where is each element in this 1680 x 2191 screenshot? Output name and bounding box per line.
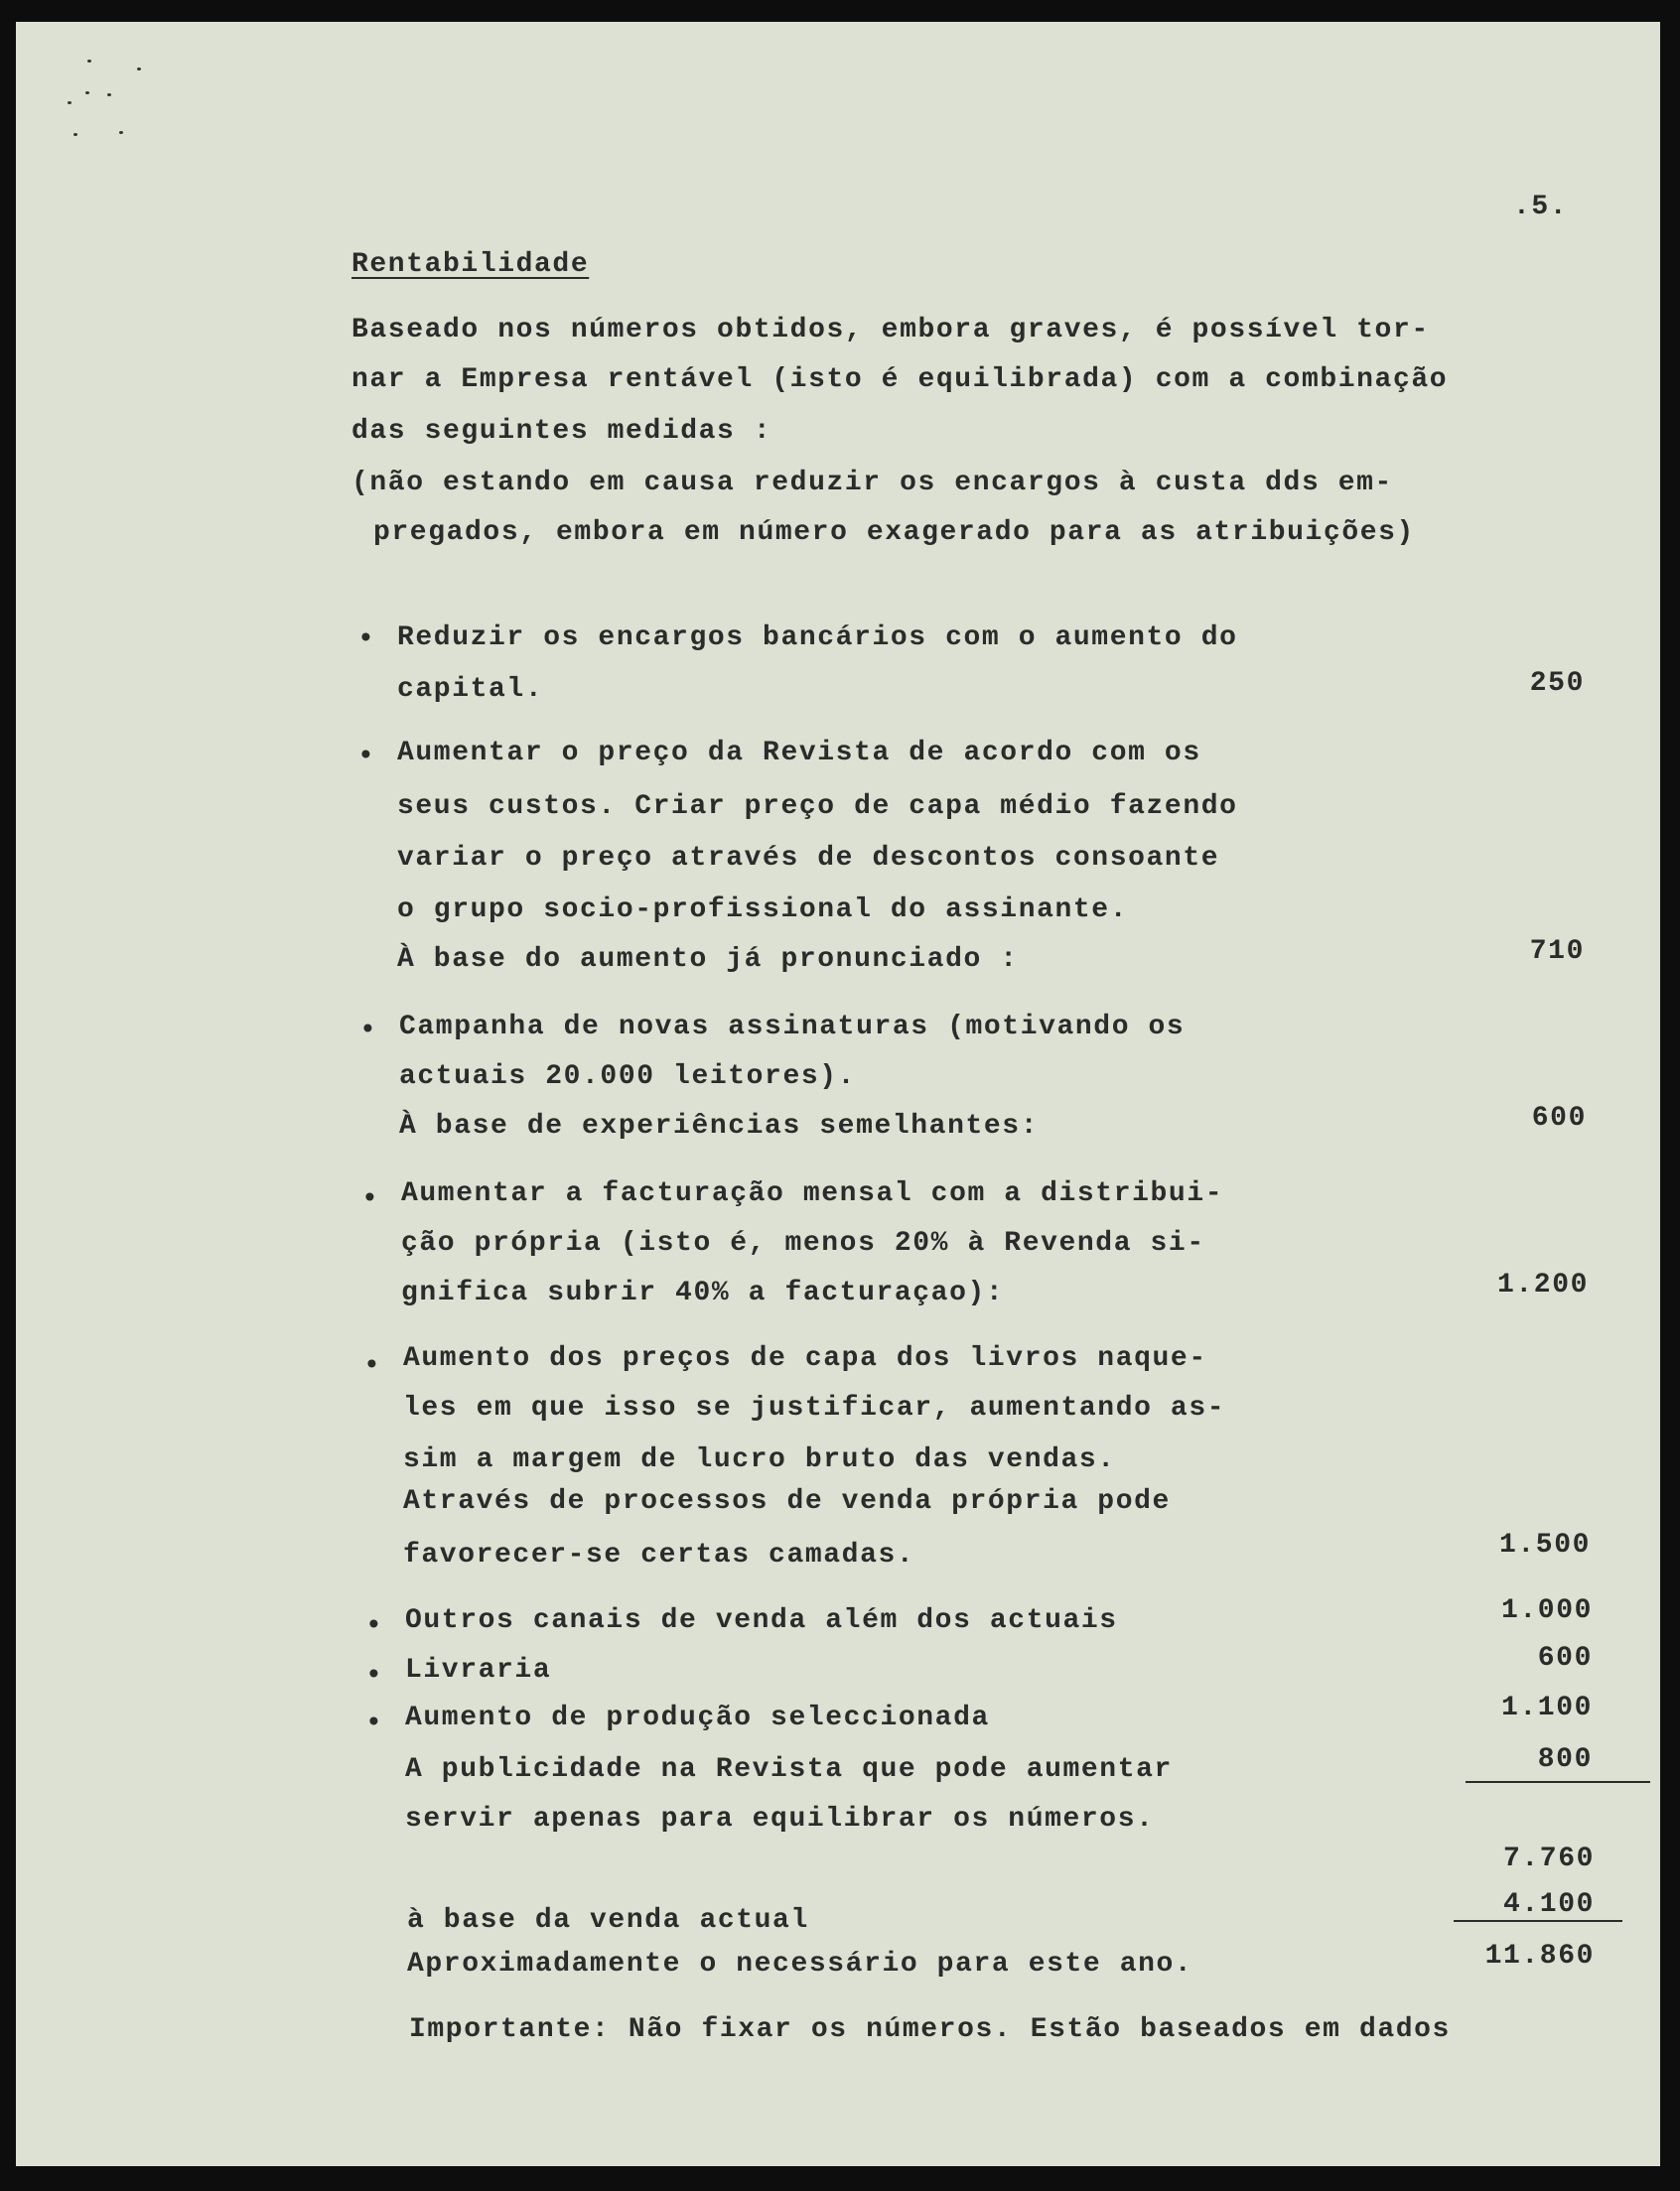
publicity-line: A publicidade na Revista que pode aumentar [405, 1754, 1173, 1785]
publicity-line: servir apenas para equilibrar os números. [405, 1804, 1155, 1835]
item-amount: 1.000 [1500, 1595, 1593, 1626]
sum-rule [1454, 1920, 1622, 1922]
bullet: • [359, 1016, 378, 1046]
total-amount: 11.860 [1484, 1941, 1595, 1972]
item-line: À base de experiências semelhantes: [399, 1111, 1040, 1142]
item-line: Outros canais de venda além dos actuais [405, 1605, 1118, 1636]
subtotal-amount: 7.760 [1502, 1844, 1595, 1874]
bullet: • [365, 1709, 384, 1739]
item-line: Através de processos de venda própria pode [403, 1486, 1171, 1517]
bullet: • [363, 1351, 382, 1382]
base-sales-label: à base da venda actual [407, 1905, 809, 1936]
bullet: • [361, 1184, 380, 1215]
section-heading: Rentabilidade [351, 249, 590, 280]
base-sales-amount: 4.100 [1502, 1889, 1595, 1920]
item-amount: 250 [1529, 668, 1585, 699]
item-line: o grupo socio-profissional do assinante. [397, 894, 1129, 925]
total-label: Aproximadamente o necessário para este ano. [407, 1949, 1193, 1980]
item-line: Aumento dos preços de capa dos livros naque- [403, 1343, 1207, 1374]
intro-line: (não estando em causa reduzir os encargos à custa dds em- [351, 468, 1393, 498]
item-amount: 710 [1529, 936, 1585, 967]
item-amount: 600 [1537, 1643, 1593, 1674]
item-line: seus custos. Criar preço de capa médio fazendo [397, 791, 1238, 822]
item-amount: 1.500 [1498, 1530, 1591, 1561]
publicity-amount: 800 [1537, 1744, 1593, 1775]
paper-speck [68, 101, 71, 104]
item-line: Aumentar o preço da Revista de acordo com os [397, 738, 1201, 768]
page-number: .5. [1513, 192, 1569, 222]
item-line: gnifica subrir 40% a facturaçao): [401, 1278, 1005, 1308]
item-line: Aumentar a facturação mensal com a distribui- [401, 1178, 1224, 1209]
paper-speck [87, 60, 91, 63]
paper-speck [119, 131, 123, 134]
item-amount: 1.100 [1500, 1693, 1593, 1723]
item-line: favorecer-se certas camadas. [403, 1540, 915, 1571]
item-line: les em que isso se justificar, aumentando as- [403, 1393, 1226, 1424]
item-line: Campanha de novas assinaturas (motivando os [399, 1012, 1186, 1042]
document-page [16, 22, 1660, 2166]
bullet: • [365, 1611, 384, 1642]
item-line: Livraria [405, 1655, 552, 1686]
item-amount: 1.200 [1496, 1270, 1589, 1301]
item-line: Reduzir os encargos bancários com o aumento do [397, 622, 1238, 653]
paper-speck [137, 68, 141, 70]
paper-speck [107, 93, 111, 96]
item-line: Aumento de produção seleccionada [405, 1703, 990, 1733]
item-amount: 600 [1531, 1103, 1587, 1134]
item-line: sim a margem de lucro bruto das vendas. [403, 1444, 1116, 1475]
intro-line: nar a Empresa rentável (isto é equilibrada) com a combinação [351, 364, 1449, 395]
paper-speck [73, 133, 77, 136]
bullet: • [357, 742, 376, 772]
footer-note: Importante: Não fixar os números. Estão baseados em dados [409, 2014, 1451, 2045]
item-line: actuais 20.000 leitores). [399, 1061, 857, 1092]
bullet: • [357, 624, 376, 655]
item-line: capital. [397, 674, 544, 705]
item-line: variar o preço através de descontos consoante [397, 843, 1220, 874]
item-line: À base do aumento já pronunciado : [397, 944, 1019, 975]
intro-line: Baseado nos números obtidos, embora graves, é possível tor- [351, 315, 1430, 345]
intro-line: pregados, embora em número exagerado para as atribuições) [373, 517, 1415, 548]
paper-speck [85, 91, 89, 94]
bullet: • [365, 1661, 384, 1692]
intro-line: das seguintes medidas : [351, 416, 772, 447]
sum-rule [1466, 1781, 1650, 1783]
item-line: ção própria (isto é, menos 20% à Revenda si- [401, 1228, 1205, 1259]
